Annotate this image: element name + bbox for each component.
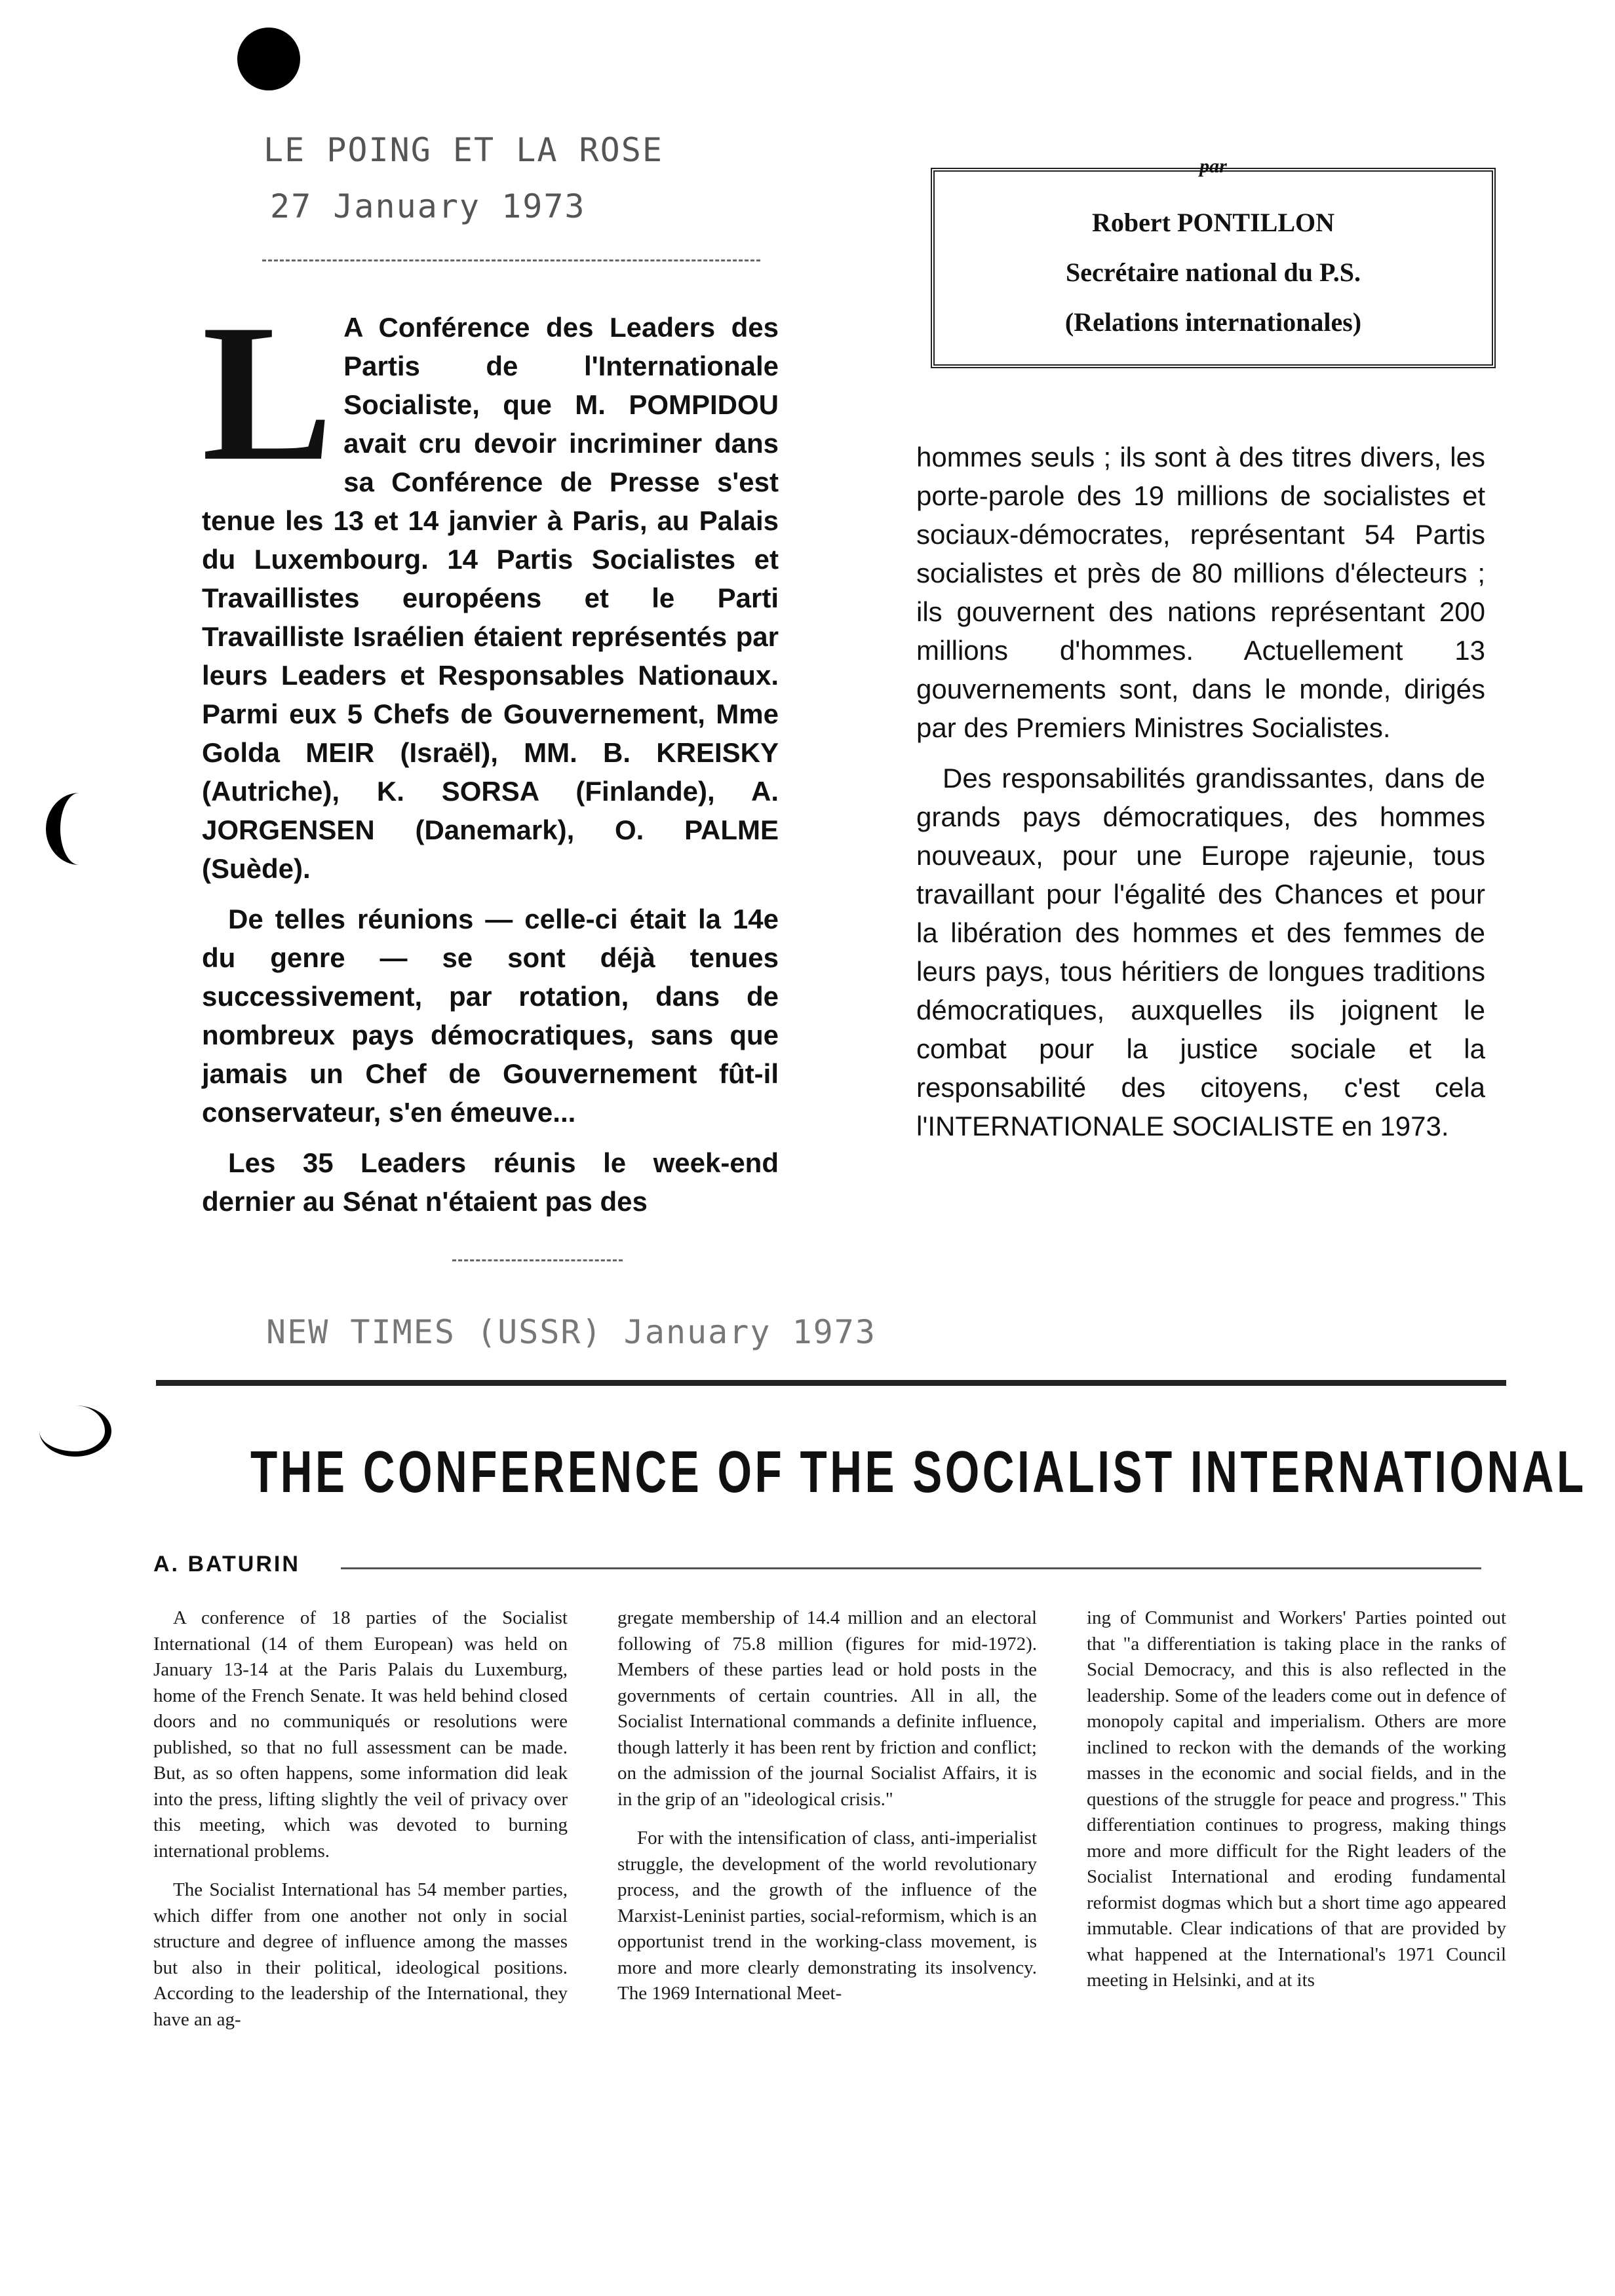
- punch-hole-middle: [46, 793, 113, 865]
- byline-department: (Relations internationales): [1064, 307, 1362, 337]
- byline-author: Robert PONTILLON: [1092, 208, 1334, 237]
- english-author: A. BATURIN: [153, 1552, 300, 1577]
- english-column-1: [153, 1605, 568, 2046]
- author-rule: [341, 1567, 1481, 1569]
- english-col1-paragraph-2: The Socialist International has 54 member parties, which differ from one another not only in social structure and degree of influence among the masses but also in their political, ideological positions. According to the leadership of the International, they have an ag-: [153, 1879, 568, 2030]
- punch-hole-lower: [39, 1406, 111, 1457]
- source-bottom-stamp: NEW TIMES (USSR) January 1973: [266, 1313, 876, 1351]
- french-paragraph-2: De telles réunions — celle-ci était la 14e du genre — se sont déjà tenues successivement, par rotation, dans de nombreux pays démocratiques, sans que jamais un Chef de Gouvernement fût-il conservateur, s'en émeuve...: [202, 904, 779, 1128]
- byline-role: Secrétaire national du P.S.: [1065, 258, 1361, 287]
- english-col2-paragraph-2: For with the intensification of class, anti-imperialist struggle, the development of the world revolutionary process, and the growth of the influence of the Marxist-Leninist parties, social-reformism, which is an opportunist trend in the working-class movement, is more and more clearly demonstrating its insolvency. The 1969 International Meet-: [617, 1827, 1037, 2004]
- source-publication-stamp: LE POING ET LA ROSE: [263, 131, 663, 169]
- french-column-1: [202, 284, 779, 1233]
- english-headline: THE CONFERENCE OF THE SOCIALIST INTERNATIONAL: [250, 1440, 1587, 1505]
- english-col3-paragraph-1: ing of Communist and Workers' Parties pointed out that "a differentiation is taking place in the ranks of Social Democracy, and this is also reflected in the leadership. Some of the leaders come out in defence of monopoly capital and imperialism. Others are more inclined to reckon with the demands of the working masses in the economic and social fields, and in the questions of the struggle for peace and progress." This differentiation continues to progress, making things more and more difficult for the Right leaders of the Socialist International and eroding fundamental reformist dogmas which but a short time ago appeared immutable. Clear indications of that are provided by what happened at the International's 1971 Council meeting in Helsinki, and at its: [1087, 1607, 1506, 1991]
- french-paragraph-5: Des responsabilités grandissantes, dans de grands pays démocratiques, des hommes nouveaux, pour une Europe rajeunie, tous travaillant pour l'égalité des Chances et pour la libération des hommes et des femmes de leurs pays, tous héritiers de longues traditions démocratiques, auxquelles ils joignent le combat pour la justice sociale et la responsabilité des citoyens, c'est cela l'INTERNATIONALE SOCIALISTE en 1973.: [916, 763, 1485, 1141]
- section-separator: [156, 1380, 1506, 1386]
- english-column-2: [617, 1605, 1037, 2020]
- byline-prefix: par: [1199, 155, 1227, 177]
- french-paragraph-1: L A Conférence des Leaders des Partis de l'Internationale Socialiste, que M. POMPIDOU avait cru devoir incriminer dans sa Conférence de Presse s'est tenue les 13 et 14 janvier à Paris, au Palais du Luxembourg. 14 Partis Socialistes et Travaillistes européens et le Parti Travailliste Israélien étaient représentés par leurs Leaders et Responsables Nationaux. Parmi eux 5 Chefs de Gouvernement, Mme Golda MEIR (Israël), MM. B. KREISKY (Autriche), K. SORSA (Finlande), A. JORGENSEN (Danemark), O. PALME (Suède).: [202, 284, 779, 884]
- article-end-dots: [452, 1259, 623, 1261]
- stamp-underline: [262, 259, 760, 261]
- french-paragraph-4: hommes seuls ; ils sont à des titres divers, les porte-parole des 19 millions de socialistes et sociaux-démocrates, représentant 54 Partis socialistes et près de 80 millions d'électeurs ; ils gouvernent des nations représentant 200 millions d'hommes. Actuellement 13 gouvernements sont, dans le monde, dirigés par des Premiers Ministres Socialistes.: [916, 442, 1485, 743]
- byline-box: [931, 155, 1496, 368]
- english-col2-paragraph-1: gregate membership of 14.4 million and an electoral following of 75.8 million (figures for mid-1972). Members of these parties lead or hold posts in the governments of certain countries. All in all, the Socialist International commands a definite influence, though latterly it has been rent by friction and conflict; on the admission of the journal Socialist Affairs, it is in the grip of an "ideological crisis.": [617, 1607, 1037, 1810]
- english-column-3: [1087, 1605, 1506, 2007]
- english-col1-paragraph-1: A conference of 18 parties of the Socialist International (14 of them European) was held on January 13-14 at the Paris Palais du Luxemburg, home of the French Senate. It was held behind closed doors and no communiqués or resolutions were published, so that no full assessment can be made. But, as so often happens, some information did leak into the press, lifting slightly the veil of privacy over this meeting, which was devoted to burning international problems.: [153, 1607, 568, 1862]
- french-column-2: [916, 438, 1485, 1157]
- french-paragraph-3: Les 35 Leaders réunis le week-end dernier au Sénat n'étaient pas des: [202, 1147, 779, 1217]
- drop-cap: L: [202, 284, 334, 501]
- punch-hole-top: [237, 28, 300, 90]
- source-date-stamp: 27 January 1973: [270, 187, 586, 225]
